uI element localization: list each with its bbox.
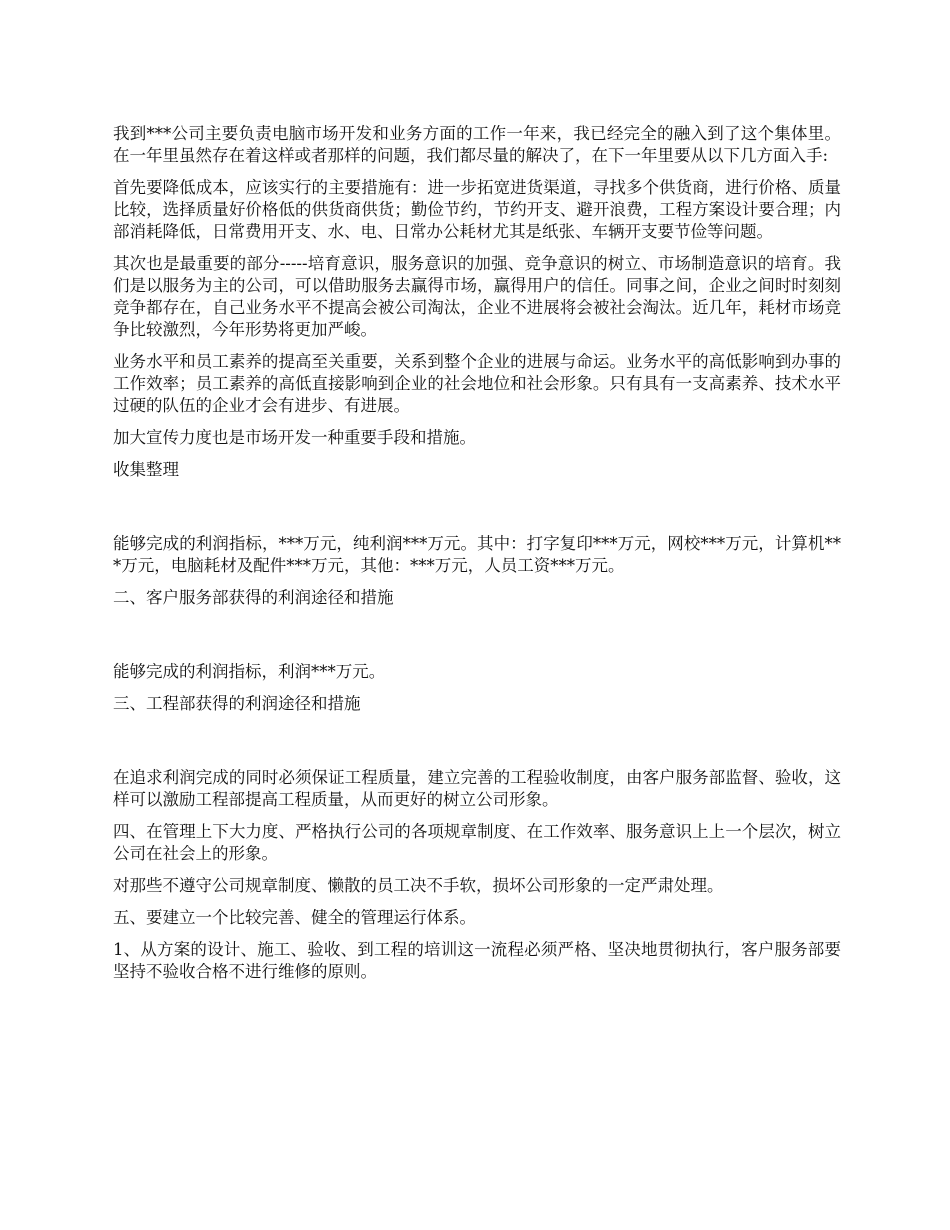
blank-gap [113,619,841,661]
blank-gap [113,491,841,533]
paragraph-engineering-quality: 在追求利润完成的同时必须保证工程质量，建立完善的工程验收制度，由客户服务部监督、验收，这样可以激励工程部提高工程质量，从而更好的树立公司形象。 [113,768,841,809]
paragraph-process: 1、从方案的设计、施工、验收、到工程的培训这一流程必须严格、坚决地贯彻执行，客户服务部要坚持不验收合格不进行维修的原则。 [113,940,841,981]
heading-engineering-profit: 三、工程部获得的利润途径和措施 [113,694,361,713]
paragraph-publicity: 加大宣传力度也是市场开发一种重要手段和措施。 [113,428,476,447]
paragraph-management: 四、在管理上下大力度、严格执行公司的各项规章制度、在工作效率、服务意识上上一个层次，树立公司在社会上的形象。 [113,822,841,863]
paragraph-reduce-cost: 首先要降低成本，应该实行的主要措施有：进一步拓宽进货渠道，寻找多个供货商，进行价格、质量比较，选择质量好价格低的供货商供货；勤俭节约，节约开支、避开浪费，工程方案设计要合理；内部消耗降低，日常费用开支、水、电、日常办公耗材尤其是纸张、车辆开支要节俭等问题。 [113,178,841,241]
paragraph-staff-quality: 业务水平和员工素养的提高至关重要，关系到整个企业的进展与命运。业务水平的高低影响到办事的工作效率；员工素养的高低直接影响到企业的社会地位和社会形象。只有具有一支高素养、技术水平过硬的队伍的企业才会有进步、有进展。 [113,352,841,415]
heading-customer-service-profit: 二、客户服务部获得的利润途径和措施 [113,588,394,607]
blank-gap [113,725,841,767]
paragraph-collected: 收集整理 [113,460,179,479]
paragraph-profit-target-2: 能够完成的利润指标，利润***万元。 [113,662,386,681]
paragraph-intro: 我到***公司主要负责电脑市场开发和业务方面的工作一年来，我已经完全的融入到了这个集体里。在一年里虽然存在着这样或者那样的问题，我们都尽量的解决了，在下一年里要从以下几方面入手: [113,124,841,165]
document-body [113,123,841,993]
heading-management-system: 五、要建立一个比较完善、健全的管理运行体系。 [113,908,476,927]
paragraph-cultivate-awareness: 其次也是最重要的部分-----培育意识，服务意识的加强、竞争意识的树立、市场制造意识的培育。我们是以服务为主的公司，可以借助服务去赢得市场，赢得用户的信任。同事之间，企业之间时时刻刻竞争都存在，自己业务水平不提高会被公司淘汰，企业不进展将会被社会淘汰。近几年，耗材市场竞争比较激烈，今年形势将更加严峻。 [113,254,841,339]
paragraph-profit-target-1: 能够完成的利润指标，***万元，纯利润***万元。其中：打字复印***万元，网校***万元，计算机***万元，电脑耗材及配件***万元，其他：***万元，人员工资***万元。 [113,534,841,575]
paragraph-discipline: 对那些不遵守公司规章制度、懒散的员工决不手软，损坏公司形象的一定严肃处理。 [113,876,724,895]
